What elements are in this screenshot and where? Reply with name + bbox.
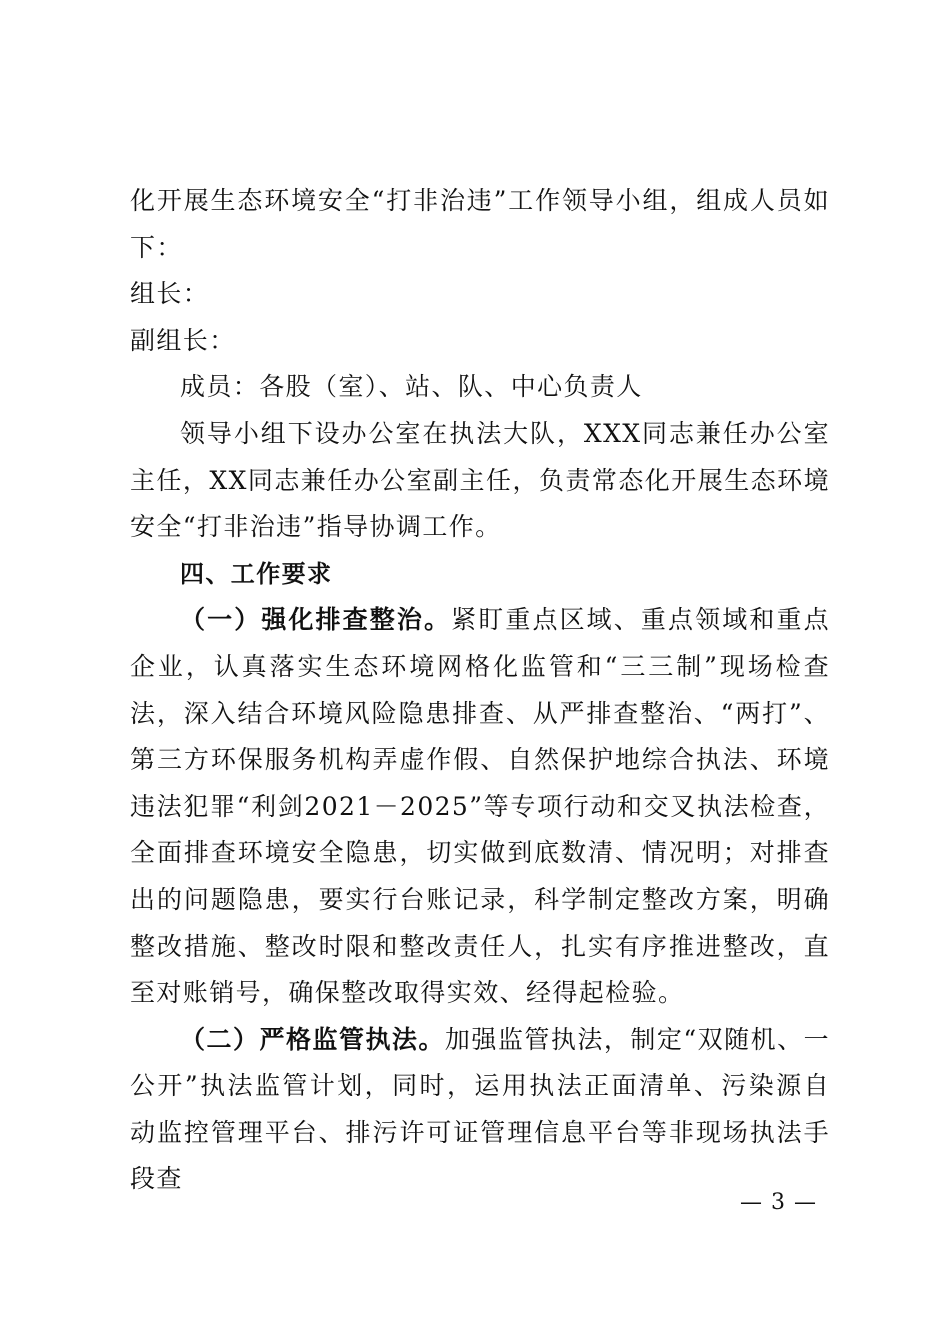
paragraph-item-1 (130, 597, 830, 1016)
item-1-lead: （一）强化排查整治。 (180, 605, 452, 635)
paragraph-office: 领导小组下设办公室在执法大队，XXX同志兼任办公室主任，XX同志兼任办公室副主任，负责常态化开展生态环境安全“打非治违”指导协调工作。 (130, 418, 830, 542)
paragraph-group-leader: 组长： (130, 279, 210, 309)
item-1-body: 紧盯重点区域、重点领域和重点企业，认真落实生态环境网格化监管和“三三制”现场检查法，深入结合环境风险隐患排查、从严排查整治、“两打”、第三方环保服务机构弄虚作假、自然保护地综合执法、环境违法犯罪“利剑2021－2025”等专项行动和交叉执法检查，全面排查环境安全隐患，切实做到底数清、情况明；对排查出的问题隐患，要实行台账记录，科学制定整改方案，明确整改措施、整改时限和整改责任人，扎实有序推进整改，直至对账销号，确保整改取得实效、经得起检验。 (130, 605, 830, 1008)
body-text (130, 178, 830, 1203)
paragraph-deputy-leader: 副组长： (130, 325, 236, 355)
paragraph-item-2 (130, 1017, 830, 1203)
item-2-body: 加强监管执法，制定“双随机、一公开”执法监管计划，同时，运用执法正面清单、污染源自动监控管理平台、排污许可证管理信息平台等非现场执法手段查 (130, 1024, 830, 1194)
paragraph-members: 成员：各股（室）、站、队、中心负责人 (180, 372, 643, 402)
paragraph-leading-group: 化开展生态环境安全“打非治违”工作领导小组，组成人员如下： (130, 186, 830, 262)
page-number: — 3 — (740, 1190, 817, 1215)
section-heading: 四、工作要求 (180, 559, 333, 588)
item-2-lead: （二）严格监管执法。 (180, 1024, 445, 1054)
